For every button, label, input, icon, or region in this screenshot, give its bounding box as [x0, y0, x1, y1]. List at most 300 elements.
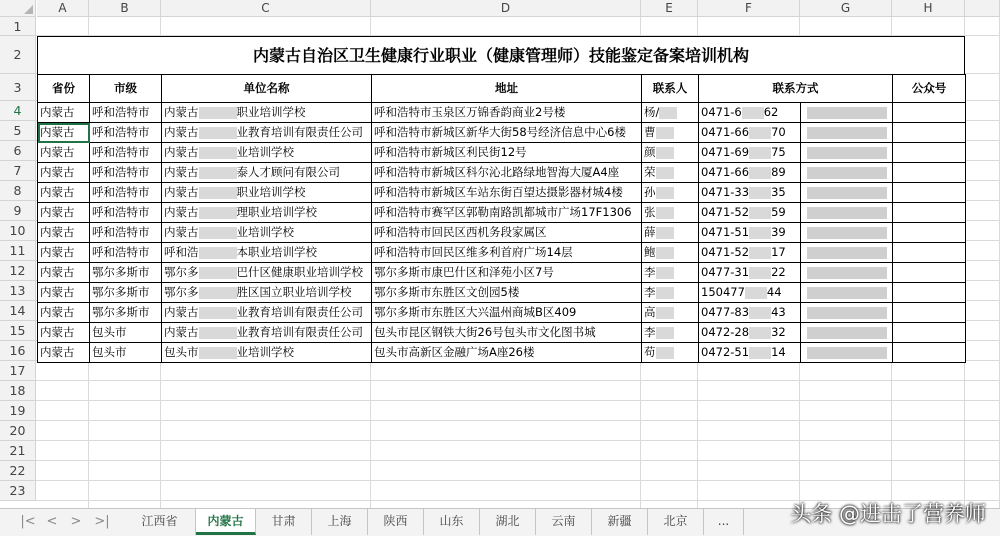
row-header-16[interactable]: 16 [0, 341, 36, 361]
sheet-tab-5[interactable]: 陕西 [368, 509, 424, 535]
sheet-tab-1[interactable]: 江西省 [124, 509, 196, 535]
column-header-g[interactable]: G [800, 0, 892, 17]
cell-text: 鄂尔多斯市 [92, 305, 150, 319]
cell-wechat[interactable] [893, 203, 966, 223]
cell-province[interactable] [38, 263, 90, 283]
cell-phone[interactable] [699, 243, 801, 263]
cell-text: 内蒙古 [40, 205, 75, 219]
cell-phone-extra[interactable] [801, 163, 893, 183]
cell-text: 内蒙古 [164, 165, 199, 179]
cell-unit-name[interactable] [162, 343, 372, 363]
sheet-tab-11[interactable]: ... [704, 509, 744, 535]
redacted-block [199, 327, 237, 339]
cell-text: 43 [771, 305, 786, 319]
cell-city[interactable] [90, 343, 162, 363]
cell-text: 职业培训学校 [236, 185, 306, 199]
cell-text: 内蒙古 [164, 125, 199, 139]
redacted-block [199, 347, 237, 359]
grid-hline [36, 460, 1000, 461]
cell-province[interactable] [38, 143, 90, 163]
cell-text: 呼和浩特市赛罕区郭勒南路凯都城市广场17F1306 [374, 205, 632, 219]
cell-unit-name[interactable] [162, 103, 372, 123]
cell-province[interactable] [38, 323, 90, 343]
cell-text: 鲍 [644, 245, 656, 259]
cell-text: 内蒙古 [40, 345, 75, 359]
row-header-11[interactable]: 11 [0, 241, 36, 261]
table-row [38, 223, 966, 243]
redacted-block [749, 307, 771, 319]
cell-phone-extra[interactable] [801, 283, 893, 303]
cell-text: 包头市 [164, 345, 199, 359]
column-header-c[interactable]: C [161, 0, 371, 17]
cell-text: 鄂尔多斯市康巴什区和泽苑小区7号 [374, 265, 554, 279]
redacted-block [199, 307, 237, 319]
cell-city[interactable] [90, 303, 162, 323]
cell-text: 呼和浩特市 [92, 145, 150, 159]
cell-text: 巴什区健康职业培训学校 [236, 265, 363, 279]
redacted-block [199, 247, 237, 259]
row-header-12[interactable]: 12 [0, 261, 36, 281]
cell-phone[interactable] [699, 323, 801, 343]
cell-wechat[interactable] [893, 163, 966, 183]
cell-text: 内蒙古 [40, 225, 75, 239]
cell-contact[interactable] [642, 243, 699, 263]
cell-contact[interactable] [642, 283, 699, 303]
cell-unit-name[interactable] [162, 143, 372, 163]
redacted-block [656, 287, 674, 299]
sheet-tab-10[interactable]: 北京 [648, 509, 704, 535]
cell-text: 150477 [701, 285, 745, 299]
cell-text: 0471-52 [701, 245, 750, 259]
cell-text: 内蒙古 [40, 185, 75, 199]
redacted-block [749, 247, 771, 259]
cell-text: 内蒙古 [40, 325, 75, 339]
cell-address[interactable] [372, 203, 642, 223]
redacted-block [807, 347, 887, 359]
cell-city[interactable] [90, 103, 162, 123]
cell-text: 内蒙古 [40, 145, 75, 159]
redacted-block [807, 187, 887, 199]
cell-text: 呼和浩特市回民区西机务段家属区 [374, 225, 547, 239]
redacted-block [807, 307, 887, 319]
row-header-2[interactable]: 2 [0, 36, 36, 74]
cell-phone[interactable] [699, 303, 801, 323]
cell-text: 内蒙古 [164, 325, 199, 339]
cell-address[interactable] [372, 343, 642, 363]
cell-contact[interactable] [642, 223, 699, 243]
cell-unit-name[interactable] [162, 243, 372, 263]
cell-phone[interactable] [699, 283, 801, 303]
redacted-block [749, 327, 771, 339]
cell-phone[interactable] [699, 223, 801, 243]
cell-text: 呼和浩特市玉泉区万锦香韵商业2号楼 [374, 105, 566, 119]
cell-text: 呼和浩特市 [92, 185, 150, 199]
cell-text: 89 [771, 165, 786, 179]
cell-city[interactable] [90, 323, 162, 343]
cell-address[interactable] [372, 183, 642, 203]
cell-address[interactable] [372, 243, 642, 263]
cell-phone-extra[interactable] [801, 103, 893, 123]
cell-text: 包头市 [92, 345, 127, 359]
table-row [38, 203, 966, 223]
redacted-block [749, 227, 771, 239]
cell-city[interactable] [90, 243, 162, 263]
row-header-22[interactable]: 22 [0, 461, 36, 481]
redacted-block [807, 227, 887, 239]
cell-text: 苟 [644, 345, 656, 359]
cell-text: 0471-69 [701, 145, 750, 159]
cell-address[interactable] [372, 143, 642, 163]
sheet-tab-8[interactable]: 云南 [536, 509, 592, 535]
column-header-b[interactable]: B [89, 0, 161, 17]
table-row [38, 343, 966, 363]
cell-text: 荣 [644, 165, 656, 179]
cell-text: 李 [644, 265, 656, 279]
cell-phone[interactable] [699, 183, 801, 203]
data-table [37, 74, 966, 363]
row-header-17[interactable]: 17 [0, 361, 36, 381]
cell-unit-name[interactable] [162, 263, 372, 283]
cell-city[interactable] [90, 123, 162, 143]
cell-contact[interactable] [642, 303, 699, 323]
cell-unit-name[interactable] [162, 203, 372, 223]
cell-wechat[interactable] [893, 123, 966, 143]
cell-city[interactable] [90, 283, 162, 303]
cell-phone[interactable] [699, 163, 801, 183]
cell-contact[interactable] [642, 263, 699, 283]
cell-contact[interactable] [642, 183, 699, 203]
cell-text: 业教育培训有限责任公司 [236, 305, 363, 319]
cell-province[interactable] [38, 163, 90, 183]
cell-address[interactable] [372, 303, 642, 323]
cell-contact[interactable] [642, 123, 699, 143]
row-header-3[interactable]: 3 [0, 74, 36, 101]
cell-text: 22 [771, 265, 786, 279]
redacted-block [656, 267, 674, 279]
cell-text: 鄂尔多斯市 [92, 285, 150, 299]
redacted-block [807, 287, 887, 299]
redacted-block [745, 287, 767, 299]
cell-text: 包头市 [92, 325, 127, 339]
cell-text: 职业培训学校 [236, 105, 306, 119]
redacted-block [807, 267, 887, 279]
sheet-title[interactable]: 内蒙古自治区卫生健康行业职业（健康管理师）技能鉴定备案培训机构 [37, 36, 965, 74]
watermark-text: 头条 @进击了营养师 [790, 502, 986, 526]
redacted-block [656, 347, 674, 359]
cell-text: 呼和浩特市回民区维多利首府广场14层 [374, 245, 573, 259]
header-city[interactable]: 市级 [90, 75, 162, 103]
cell-text: 内蒙古 [40, 285, 75, 299]
cell-text: 17 [771, 245, 786, 259]
cell-unit-name[interactable] [162, 323, 372, 343]
cell-text: 包头市高新区金融广场A座26楼 [374, 345, 535, 359]
table-row [38, 103, 966, 123]
redacted-block [656, 307, 674, 319]
redacted-block [656, 127, 674, 139]
cell-address[interactable] [372, 163, 642, 183]
cell-text: 鄂尔多 [164, 265, 199, 279]
row-header-9[interactable]: 9 [0, 201, 36, 221]
redacted-block [807, 107, 887, 119]
cell-province[interactable] [38, 223, 90, 243]
last-sheet-button[interactable]: >| [94, 514, 110, 529]
redacted-block [199, 287, 237, 299]
sheet-tab-3[interactable]: 甘肃 [256, 509, 312, 535]
cell-contact[interactable] [642, 203, 699, 223]
header-address[interactable]: 地址 [372, 75, 642, 103]
cell-text: 颜 [644, 145, 656, 159]
cell-city[interactable] [90, 203, 162, 223]
column-header-filler [965, 0, 1000, 17]
column-header-f[interactable]: F [698, 0, 800, 17]
table-row [38, 123, 966, 143]
cell-wechat[interactable] [893, 343, 966, 363]
cell-text: 呼和浩特市 [92, 165, 150, 179]
cell-phone-extra[interactable] [801, 123, 893, 143]
row-header-18[interactable]: 18 [0, 381, 36, 401]
redacted-block [199, 187, 237, 199]
redacted-block [199, 127, 237, 139]
cell-text: 0471-66 [701, 165, 750, 179]
sheet-tab-7[interactable]: 湖北 [480, 509, 536, 535]
cell-text: 呼和浩特市 [92, 205, 150, 219]
cell-phone[interactable] [699, 103, 801, 123]
row-header-6[interactable]: 6 [0, 141, 36, 161]
redacted-block [749, 207, 771, 219]
cell-phone-extra[interactable] [801, 203, 893, 223]
cell-phone[interactable] [699, 123, 801, 143]
cell-text: 呼和浩 [164, 245, 199, 259]
cell-phone-extra[interactable] [801, 263, 893, 283]
cell-text: 呼和浩特市 [92, 125, 150, 139]
cell-phone-extra[interactable] [801, 243, 893, 263]
cell-text: 14 [771, 345, 786, 359]
grid-hline [36, 440, 1000, 441]
sheet-tab-9[interactable]: 新疆 [592, 509, 648, 535]
cell-wechat[interactable] [893, 323, 966, 343]
redacted-block [807, 147, 887, 159]
cell-text: 呼和浩特市 [92, 225, 150, 239]
redacted-block [749, 347, 771, 359]
cell-province[interactable] [38, 123, 90, 143]
cell-province[interactable] [38, 343, 90, 363]
cell-phone[interactable] [699, 343, 801, 363]
cell-text: 呼和浩特市新城区利民街12号 [374, 145, 527, 159]
row-header-20[interactable]: 20 [0, 421, 36, 441]
cell-city[interactable] [90, 143, 162, 163]
header-contact[interactable]: 联系人 [642, 75, 699, 103]
cell-text: 曹 [644, 125, 656, 139]
row-header-8[interactable]: 8 [0, 181, 36, 201]
cell-text: 内蒙古 [164, 225, 199, 239]
cell-text: 内蒙古 [164, 205, 199, 219]
cell-text: 本职业培训学校 [236, 245, 317, 259]
redacted-block [807, 167, 887, 179]
redacted-block [656, 327, 674, 339]
cell-unit-name[interactable] [162, 283, 372, 303]
row-header-15[interactable]: 15 [0, 321, 36, 341]
select-all-corner[interactable] [0, 0, 36, 17]
cell-text: 呼和浩特市新城区科尔沁北路绿地智海大厦A4座 [374, 165, 620, 179]
cell-text: 胜区国立职业培训学校 [236, 285, 352, 299]
cell-wechat[interactable] [893, 243, 966, 263]
cell-phone-extra[interactable] [801, 223, 893, 243]
cell-text: 薛 [644, 225, 656, 239]
row-header-4[interactable]: 4 [0, 101, 36, 121]
cell-phone-extra[interactable] [801, 303, 893, 323]
column-header-h[interactable]: H [892, 0, 965, 17]
cell-wechat[interactable] [893, 303, 966, 323]
cell-text: 0471-51 [701, 225, 750, 239]
cell-text: 内蒙古 [40, 125, 75, 139]
cell-address[interactable] [372, 123, 642, 143]
cell-province[interactable] [38, 283, 90, 303]
table-row [38, 163, 966, 183]
cell-city[interactable] [90, 183, 162, 203]
first-sheet-button[interactable]: |< [20, 514, 36, 529]
cell-wechat[interactable] [893, 143, 966, 163]
table-row [38, 143, 966, 163]
prev-sheet-button[interactable]: < [46, 514, 58, 529]
cell-city[interactable] [90, 163, 162, 183]
row-header-13[interactable]: 13 [0, 281, 36, 301]
cell-phone-extra[interactable] [801, 343, 893, 363]
cell-contact[interactable] [642, 163, 699, 183]
cell-text: 62 [763, 105, 779, 119]
redacted-block [749, 267, 771, 279]
header-phone[interactable]: 联系方式 [699, 75, 893, 103]
row-header-10[interactable]: 10 [0, 221, 36, 241]
cell-unit-name[interactable] [162, 163, 372, 183]
cell-unit-name[interactable] [162, 123, 372, 143]
redacted-block [807, 327, 887, 339]
cell-contact[interactable] [642, 323, 699, 343]
cell-city[interactable] [90, 223, 162, 243]
row-header-23[interactable]: 23 [0, 481, 36, 501]
cell-unit-name[interactable] [162, 303, 372, 323]
cell-text: 呼和浩特市 [92, 105, 150, 119]
cell-phone[interactable] [699, 263, 801, 283]
cell-text: 业教育培训有限责任公司 [236, 125, 363, 139]
cell-address[interactable] [372, 283, 642, 303]
redacted-block [199, 207, 237, 219]
cell-text: 32 [771, 325, 786, 339]
cell-text: 业教育培训有限责任公司 [236, 325, 363, 339]
cell-phone-extra[interactable] [801, 143, 893, 163]
cell-text: 呼和浩特市 [92, 245, 150, 259]
cell-text: 内蒙古 [164, 305, 199, 319]
cell-phone-extra[interactable] [801, 323, 893, 343]
cell-text: 内蒙古 [164, 145, 199, 159]
cell-contact[interactable] [642, 143, 699, 163]
cell-text: 39 [771, 225, 786, 239]
cell-text: 张 [644, 205, 656, 219]
cell-text: 0471-52 [701, 205, 750, 219]
redacted-block [199, 167, 237, 179]
sheet-tab-4[interactable]: 上海 [312, 509, 368, 535]
cell-text: 鄂尔多斯市 [92, 265, 150, 279]
cell-text: 内蒙古 [40, 165, 75, 179]
header-province[interactable]: 省份 [38, 75, 90, 103]
cell-text: 业培训学校 [236, 225, 294, 239]
cell-province[interactable] [38, 103, 90, 123]
cell-wechat[interactable] [893, 103, 966, 123]
row-header-21[interactable]: 21 [0, 441, 36, 461]
cell-wechat[interactable] [893, 183, 966, 203]
cell-text: 0477-83 [701, 305, 750, 319]
column-header-a[interactable]: A [37, 0, 89, 17]
cell-text: 鄂尔多斯市东胜区文创园5楼 [374, 285, 520, 299]
cell-text: 业培训学校 [236, 145, 294, 159]
redacted-block [656, 207, 674, 219]
grid-hline [36, 400, 1000, 401]
grid-hline [36, 480, 1000, 481]
column-header-d[interactable]: D [371, 0, 641, 17]
cell-province[interactable] [38, 243, 90, 263]
cell-address[interactable] [372, 263, 642, 283]
column-header-e[interactable]: E [641, 0, 698, 17]
cell-phone-extra[interactable] [801, 183, 893, 203]
cell-text: 75 [771, 145, 786, 159]
row-header-19[interactable]: 19 [0, 401, 36, 421]
sheet-tab-2[interactable]: 内蒙古 [196, 509, 256, 535]
row-header-5[interactable]: 5 [0, 121, 36, 141]
row-header-7[interactable]: 7 [0, 161, 36, 181]
cell-province[interactable] [38, 303, 90, 323]
cell-text: 呼和浩特市新城区车站东街百望达摄影器材城4楼 [374, 185, 623, 199]
next-sheet-button[interactable]: > [70, 514, 82, 529]
row-header-14[interactable]: 14 [0, 301, 36, 321]
table-row [38, 263, 966, 283]
cell-phone[interactable] [699, 203, 801, 223]
cell-wechat[interactable] [893, 223, 966, 243]
table-header-row [38, 75, 966, 103]
cell-city[interactable] [90, 263, 162, 283]
cell-unit-name[interactable] [162, 223, 372, 243]
table-row [38, 183, 966, 203]
redacted-block [807, 207, 887, 219]
cell-text: 内蒙古 [164, 105, 199, 119]
cell-address[interactable] [372, 323, 642, 343]
cell-contact[interactable] [642, 343, 699, 363]
header-wechat[interactable]: 公众号 [893, 75, 966, 103]
header-unit-name[interactable]: 单位名称 [162, 75, 372, 103]
redacted-block [742, 107, 764, 119]
table-row [38, 303, 966, 323]
cell-wechat[interactable] [893, 263, 966, 283]
cell-text: 0472-28 [701, 325, 750, 339]
cell-wechat[interactable] [893, 283, 966, 303]
cell-province[interactable] [38, 183, 90, 203]
cell-text: 44 [766, 285, 782, 299]
cell-address[interactable] [372, 223, 642, 243]
cell-text: 0471-6 [701, 105, 742, 119]
cell-province[interactable] [38, 203, 90, 223]
cell-text: 孙 [644, 185, 656, 199]
row-header-1[interactable]: 1 [0, 17, 36, 36]
cell-address[interactable] [372, 103, 642, 123]
sheet-tab-6[interactable]: 山东 [424, 509, 480, 535]
cell-phone[interactable] [699, 143, 801, 163]
cell-text: 李 [644, 285, 656, 299]
redacted-block [656, 147, 674, 159]
cell-contact[interactable] [642, 103, 699, 123]
redacted-block [656, 247, 674, 259]
cell-text: 0471-33 [701, 185, 750, 199]
redacted-block [199, 267, 237, 279]
cell-text: 0472-51 [701, 345, 750, 359]
cell-unit-name[interactable] [162, 183, 372, 203]
